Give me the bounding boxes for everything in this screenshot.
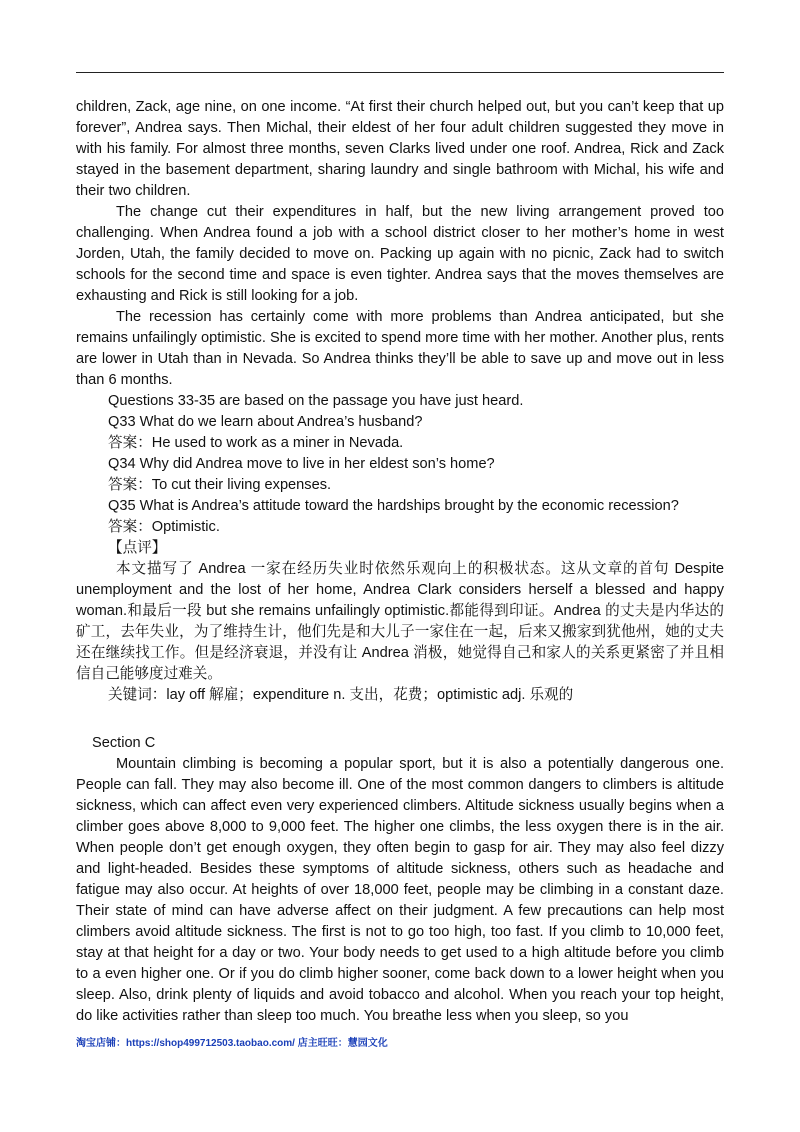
passage-paragraph-2: The change cut their expenditures in half, but the new living arrangement proved too challenging. When Andrea found a job with a school district closer to her mother’s home in west Jorden, Utah, the family decided to move on. Packing up again with no picnic, Zack had to switch schools for the second time and space is even tighter. Andrea says that the moves themselves are exhausting and Rick is still looking for a job. <box>76 204 724 304</box>
header-rule <box>76 72 724 73</box>
passage-paragraph-3: The recession has certainly come with more problems than Andrea anticipated, but she remains unfailingly optimistic. She is excited to spend more time with her mother. Another plus, rents are lower in Utah than in Nevada. So Andrea thinks they’ll be able to save up and move out in less than 6 months. <box>76 309 724 388</box>
footer-shop-info: 淘宝店铺：https://shop499712503.taobao.com/ 店主旺旺：慧园文化 <box>76 1038 388 1049</box>
review-heading: 【点评】 <box>108 540 167 556</box>
question-33: Q33 What do we learn about Andrea’s husband? <box>108 414 423 430</box>
section-c-paragraph: Mountain climbing is becoming a popular sport, but it is also a potentially dangerous one. People can fall. They may also become ill. One of the most common dangers to climbers is altitude sickness, which can affect even very experienced climbers. Altitude sickness usually begins when a climber goes above 8,000 to 9,000 feet. The higher one climbs, the less oxygen there is in the air. When people don’t get enough oxygen, they often begin to gasp for air. They may also feel dizzy and light-headed. Besides these symptoms of altitude sickness, others such as headache and fatigue may also occur. At heights of over 18,000 feet, people may be climbing in a constant daze. Their state of mind can have adverse affect on their judgment. A few precautions can help most climbers avoid altitude sickness. The first is not to go too high, too fast. If you climb to 10,000 feet, stay at that height for a day or two. Your body needs to get used to a high altitude before you climb to a even higher one. Or if you do climb higher sooner, come back down to a lower height when you sleep. Also, drink plenty of liquids and avoid tobacco and alcohol. When you reach your top height, do like activities rather than sleep too much. You breathe less when you sleep, so you <box>76 756 724 1024</box>
section-c-title: Section C <box>92 735 156 751</box>
review-body: 本文描写了 Andrea 一家在经历失业时依然乐观向上的积极状态。这从文章的首句 Despite unemployment and the lost of her home, Andrea Clark considers herself a blessed and happy woman.和最后一段 but she remains unfailingly optimistic.都能得到印证。Andrea 的丈夫是内华达的矿工，去年失业，为了维持生计，他们先是和大儿子一家住在一起，后来又搬家到犹他州，她的丈夫还在继续找工作。但是经济衰退，并没有让 Andrea 消极，她觉得自己和家人的关系更紧密了并且相信自己能够度过难关。 <box>76 561 724 682</box>
answer-35: 答案：Optimistic. <box>108 519 220 535</box>
answer-33: 答案：He used to work as a miner in Nevada. <box>108 435 404 451</box>
question-34: Q34 Why did Andrea move to live in her eldest son’s home? <box>108 456 495 472</box>
document-body <box>76 97 724 1027</box>
passage-paragraph-1: children, Zack, age nine, on one income. “At first their church helped out, but you can’t keep that up forever”, Andrea says. Then Michal, their eldest of her four adult children suggested they move in with his family. For almost three months, seven Clarks lived under one roof. Andrea, Rick and Zack stayed in the basement department, sharing laundry and single bathroom with Michal, his wife and their two children. <box>76 99 724 199</box>
section-gap <box>76 706 724 733</box>
answer-34: 答案：To cut their living expenses. <box>108 477 332 493</box>
review-keywords: 关键词：lay off 解雇；expenditure n. 支出，花费；optimistic adj. 乐观的 <box>108 687 574 703</box>
question-35: Q35 What is Andrea’s attitude toward the hardships brought by the economic recession? <box>108 498 679 514</box>
questions-intro: Questions 33-35 are based on the passage you have just heard. <box>108 393 524 409</box>
